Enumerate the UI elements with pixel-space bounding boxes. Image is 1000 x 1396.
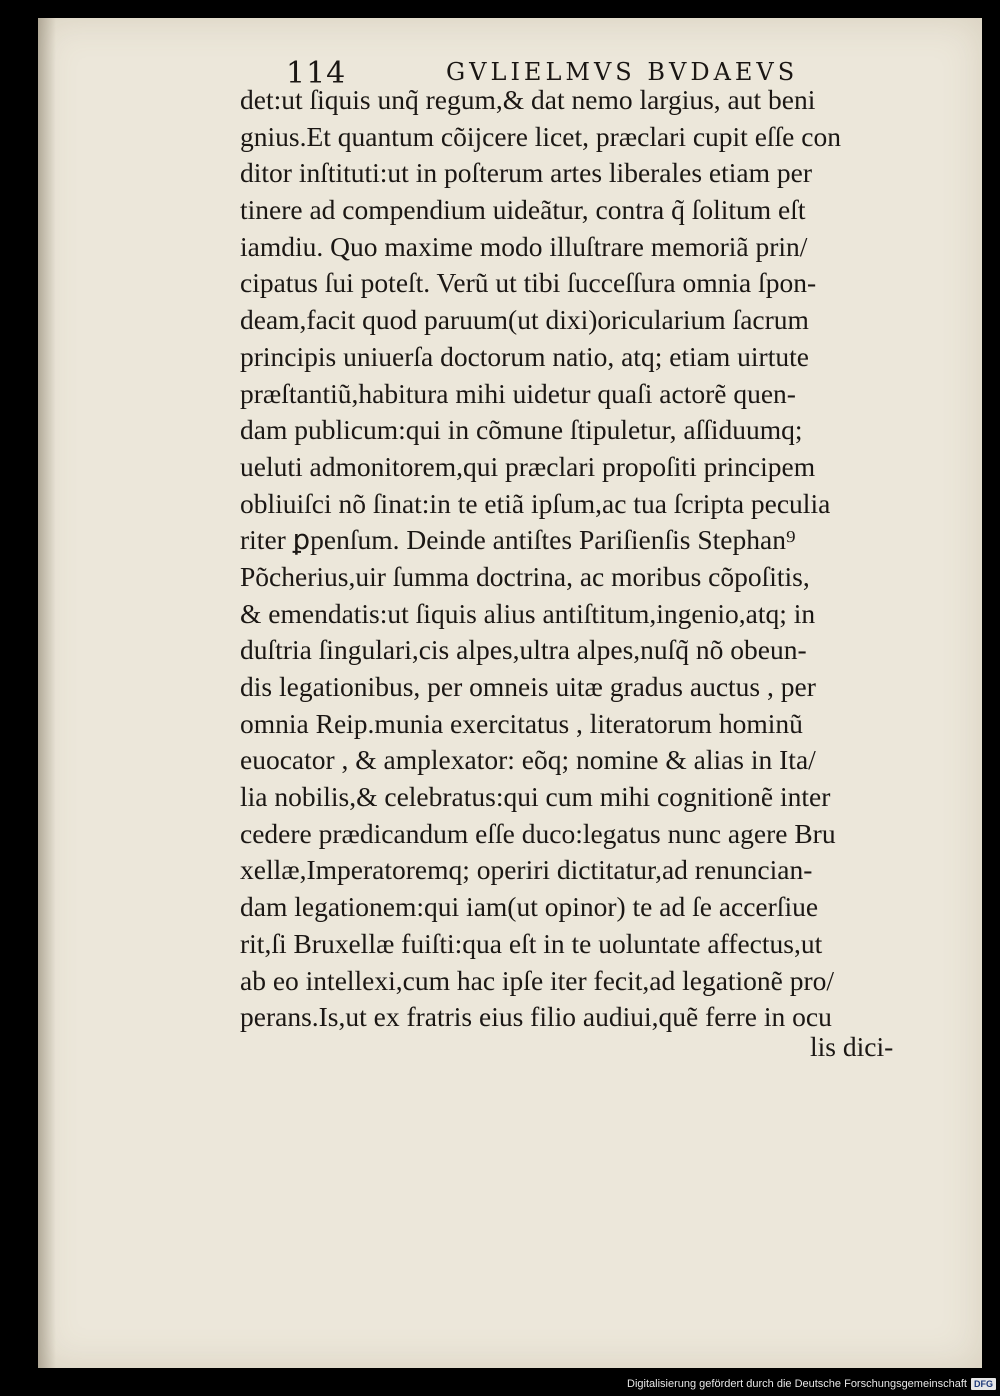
text-line: & emendatis:ut ſiquis alius antiſtitum,ingenio,atq; in (240, 597, 816, 629)
funding-credit: Digitalisierung gefördert durch die Deutsche Forschungsgemeinschaft (627, 1378, 967, 1390)
text-line: det:ut ſiquis unq̃ regum,& dat nemo largius, aut beni (240, 84, 816, 115)
text-line: gnius.Et quantum cõijcere licet, præclari cupit eſſe con (240, 120, 841, 152)
text-line: cipatus ſui poteſt. Verũ ut tibi ſucceſſura omnia ſpon- (240, 267, 817, 299)
text-line: tinere ad compendium uideãtur, contra q̃ ſolitum eſt (240, 194, 806, 226)
text-line: dam publicum:qui in cõmune ſtipuletur, aſſiduumq; (240, 414, 803, 446)
text-line: perans.Is,ut ex fratris eius filio audiui,quẽ ferre in ocu (240, 1001, 832, 1033)
text-line: rit,ſi Bruxellæ fuiſti:qua eſt in te uoluntate affectus,ut (240, 927, 823, 959)
text-line: riter ꝑpenſum. Deinde antiſtes Pariſienſis Stephan⁹ (240, 524, 796, 556)
text-line: principis uniuerſa doctorum natio, atq; etiam uirtute (240, 340, 809, 372)
digitization-footer (627, 1375, 996, 1393)
body-text (240, 82, 940, 1036)
text-line: ditor inſtituti:ut in poſterum artes liberales etiam per (240, 157, 813, 189)
text-line: euocator , & amplexator: eõq; nomine & alias in Ita/ (240, 744, 816, 776)
dfg-logo: DFG (971, 1378, 996, 1390)
text-line: ab eo intellexi,cum hac ipſe iter fecit,ad legationẽ pro/ (240, 964, 835, 996)
text-line: præſtantiũ,habitura mihi uidetur quaſi actorẽ quen- (240, 377, 796, 409)
text-line: lia nobilis,& celebratus:qui cum mihi cognitionẽ inter (240, 781, 831, 813)
text-line: cedere prædicandum eſſe duco:legatus nunc agere Bru (240, 817, 836, 849)
text-line: deam,facit quod paruum(ut dixi)oricularium ſacrum (240, 304, 809, 336)
text-line: dam legationem:qui iam(ut opinor) te ad ſe accerſiue (240, 891, 819, 923)
text-line: Põcherius,uir ſumma doctrina, ac moribus cõpoſitis, (240, 560, 810, 592)
text-line: ueluti admonitorem,qui præclari propoſiti principem (240, 450, 816, 482)
running-title: GVLIELMVS BVDAEVS (446, 58, 799, 86)
text-line: iamdiu. Quo maxime modo illuſtrare memoriã prin/ (240, 230, 808, 262)
text-line: omnia Reip.munia exercitatus , literatorum hominũ (240, 707, 803, 739)
text-line: xellæ,Imperatoremq; operiri dictitatur,ad renuncian- (240, 854, 813, 886)
page-number: 114 (286, 56, 347, 91)
catchword: lis dici- (810, 1031, 894, 1062)
text-line: obliuiſci nõ ſinat:in te etiã ipſum,ac tua ſcripta peculia (240, 487, 831, 519)
text-line: duſtria ſingulari,cis alpes,ultra alpes,nuſq̃ nõ obeun- (240, 634, 807, 666)
text-line: dis legationibus, per omneis uitæ gradus auctus , per (240, 671, 816, 702)
